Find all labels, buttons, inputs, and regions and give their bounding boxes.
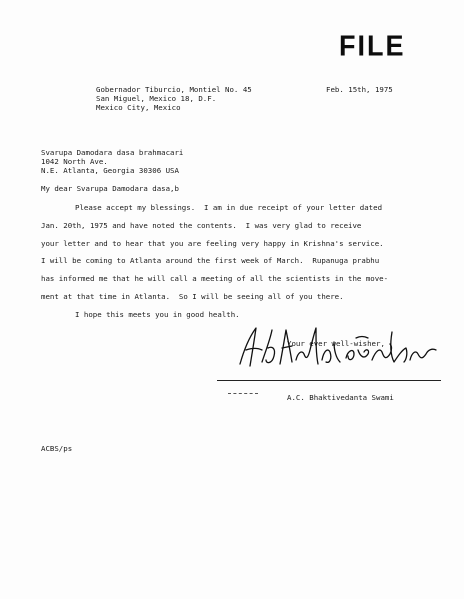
body-line: your letter and to hear that you are feeling very happy in Krishna's service.	[41, 239, 384, 248]
address-line: San Miguel, Mexico 18, D.F.	[96, 94, 217, 103]
recipient-line: Svarupa Damodara dasa brahmacari	[41, 148, 184, 157]
address-line: Gobernador Tiburcio, Montiel No. 45	[96, 85, 252, 94]
recipient-line: N.E. Atlanta, Georgia 30306 USA	[41, 166, 179, 175]
handwritten-signature	[236, 320, 446, 372]
body-line: Please accept my blessings. I am in due receipt of your letter dated	[75, 203, 383, 212]
body-line: I will be coming to Atlanta around the first week of March. Rupanuga prabhu	[41, 256, 380, 265]
letter-date: Feb. 15th, 1975	[326, 85, 393, 94]
dashed-mark	[228, 393, 258, 394]
file-stamp: FILE	[339, 30, 406, 62]
signature-rule	[217, 380, 441, 381]
body-line: ment at that time in Atlanta. So I will be seeing all of you there.	[41, 292, 344, 301]
recipient-line: 1042 North Ave.	[41, 157, 108, 166]
salutation: My dear Svarupa Damodara dasa,b	[41, 184, 179, 193]
body-line: Jan. 20th, 1975 and have noted the contents. I was very glad to receive	[41, 221, 362, 230]
signatory-name: A.C. Bhaktivedanta Swami	[287, 393, 394, 402]
address-line: Mexico City, Mexico	[96, 103, 181, 112]
body-line: has informed me that he will call a meeting of all the scientists in the move-	[41, 274, 389, 283]
body-line: I hope this meets you in good health.	[75, 310, 240, 319]
closing: Your ever well-wisher,	[287, 339, 385, 348]
typist-initials: ACBS/ps	[41, 444, 73, 453]
